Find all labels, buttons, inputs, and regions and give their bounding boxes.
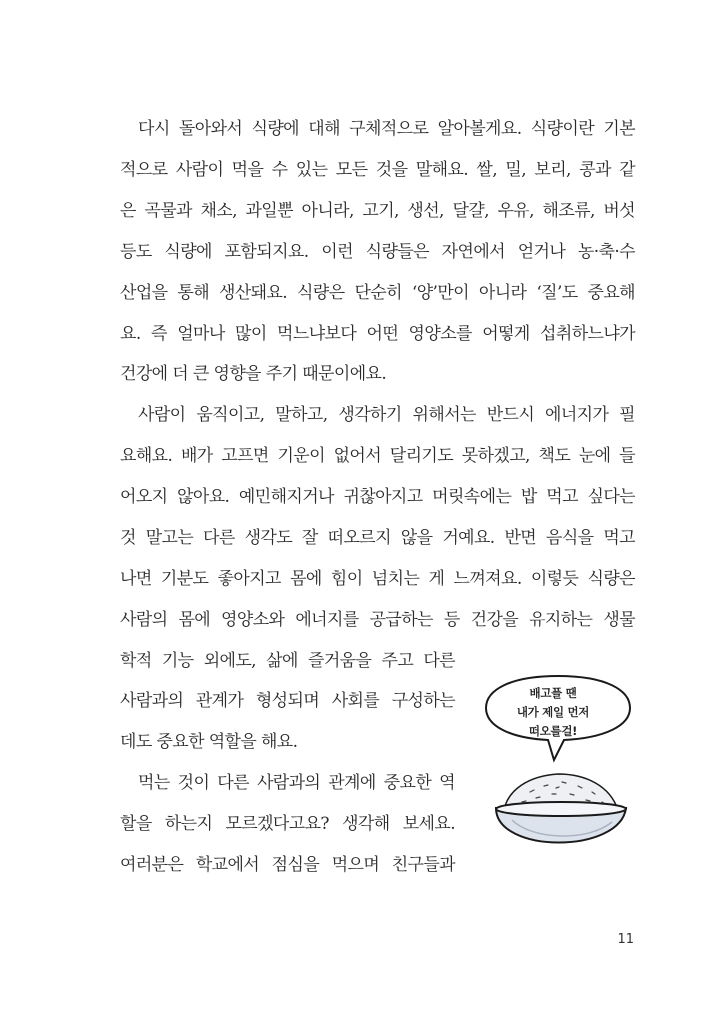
speech-line: 내가 제일 먼저 <box>516 705 590 719</box>
page-number: 11 <box>617 932 634 947</box>
body-text-line: 것 말고는 다른 생각도 잘 떠오르지 않을 거예요. 반면 음식을 먹고 <box>120 528 635 548</box>
speech-line: 떠오를걸! <box>528 724 578 738</box>
speech-line: 배고플 땐 <box>529 686 577 700</box>
bowl-rim <box>496 802 626 816</box>
body-text-line: 요해요. 배가 고프면 기운이 없어서 달리기도 못하겠고, 책도 눈에 들 <box>120 446 635 466</box>
body-text-line: 사람이 움직이고, 말하고, 생각하기 위해서는 반드시 에너지가 필 <box>138 405 635 425</box>
body-text-line: 여러분은 학교에서 점심을 먹으며 친구들과 <box>120 855 455 875</box>
body-text-line: 적으로 사람이 먹을 수 있는 모든 것을 말해요. 쌀, 밀, 보리, 콩과 같 <box>120 160 635 180</box>
body-text-line: 등도 식량에 포함되지요. 이런 식량들은 자연에서 얻거나 농·축·수 <box>120 242 635 262</box>
body-text-line: 건강에 더 큰 영향을 주기 때문이에요. <box>120 364 387 384</box>
body-text-line: 어오지 않아요. 예민해지거나 귀찮아지고 머릿속에는 밥 먹고 싶다는 <box>120 487 635 507</box>
body-text-line: 요. 즉 얼마나 많이 먹느냐보다 어떤 영양소를 어떻게 섭취하느냐가 <box>120 324 635 344</box>
body-text-line: 다시 돌아와서 식량에 대해 구체적으로 알아볼게요. 식량이란 기본 <box>138 119 635 139</box>
body-text-line: 데도 중요한 역할을 해요. <box>120 732 298 752</box>
body-text-line: 학적 기능 외에도, 삶에 즐거움을 주고 다른 <box>120 651 455 671</box>
body-text-line: 할을 하는지 모르겠다고요? 생각해 보세요. <box>120 814 455 834</box>
body-text-line: 사람과의 관계가 형성되며 사회를 구성하는 <box>120 691 455 711</box>
body-text-line: 먹는 것이 다른 사람과의 관계에 중요한 역 <box>138 773 455 793</box>
body-text-line: 산업을 통해 생산돼요. 식량은 단순히 ‘양’만이 아니라 ‘질’도 중요해 <box>120 283 635 303</box>
body-text-line: 사람의 몸에 영양소와 에너지를 공급하는 등 건강을 유지하는 생물 <box>120 610 635 630</box>
body-text-line: 나면 기분도 좋아지고 몸에 힘이 넘치는 게 느껴져요. 이렇듯 식량은 <box>120 569 635 589</box>
body-text-line: 은 곡물과 채소, 과일뿐 아니라, 고기, 생선, 달걀, 우유, 해조류, 버섯 <box>120 201 635 221</box>
speech-bubble-text <box>488 684 618 741</box>
